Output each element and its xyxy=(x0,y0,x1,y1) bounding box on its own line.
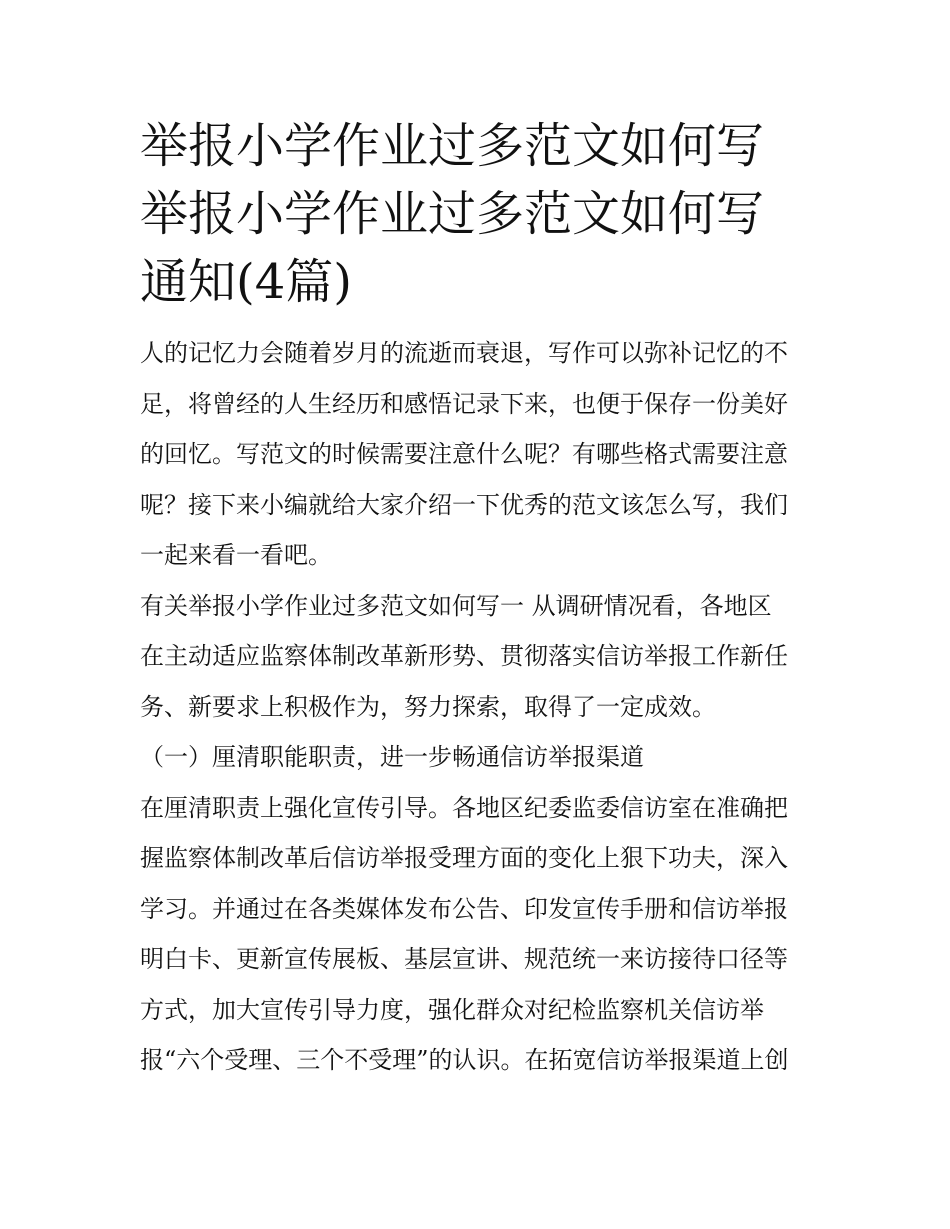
body-line: 足，将曾经的人生经历和感悟记录下来，也便于保存一份美好 xyxy=(140,389,788,418)
body-line: 在厘清职责上强化宣传引导。各地区纪委监委信访室在准确把 xyxy=(140,793,788,822)
title-line: 通知(4篇) xyxy=(140,254,352,310)
body-line: 在主动适应监察体制改革新形势、贯彻落实信访举报工作新任 xyxy=(140,642,788,670)
body-line: 有关举报小学作业过多范文如何写一 从调研情况看，各地区 xyxy=(140,591,772,620)
body-line: 明白卡、更新宣传展板、基层宣讲、规范统一来访接待口径等 xyxy=(140,945,788,973)
body-line: 的回忆。写范文的时候需要注意什么呢？有哪些格式需要注意 xyxy=(140,440,788,468)
document-body xyxy=(140,328,820,1086)
document-title xyxy=(140,112,820,316)
body-line: 报“六个受理、三个不受理”的认识。在拓宽信访举报渠道上创 xyxy=(140,1046,789,1074)
title-line: 举报小学作业过多范文如何写 xyxy=(140,118,765,174)
body-line: 握监察体制改革后信访举报受理方面的变化上狠下功夫，深入 xyxy=(140,844,788,872)
body-line: 方式，加大宣传引导力度，强化群众对纪检监察机关信访举 xyxy=(140,995,764,1024)
section-heading-line: （一）厘清职能职责，进一步畅通信访举报渠道 xyxy=(140,743,644,771)
title-line: 举报小学作业过多范文如何写 xyxy=(140,186,765,242)
body-line: 人的记忆力会随着岁月的流逝而衰退，写作可以弥补记忆的不 xyxy=(140,339,788,367)
body-line: 务、新要求上积极作为，努力探索，取得了一定成效。 xyxy=(140,692,716,721)
body-line: 一起来看一看吧。 xyxy=(140,541,332,569)
body-line: 呢？接下来小编就给大家介绍一下优秀的范文该怎么写，我们 xyxy=(140,490,788,519)
body-line: 学习。并通过在各类媒体发布公告、印发宣传手册和信访举报 xyxy=(140,894,788,923)
document-content xyxy=(140,112,820,1086)
